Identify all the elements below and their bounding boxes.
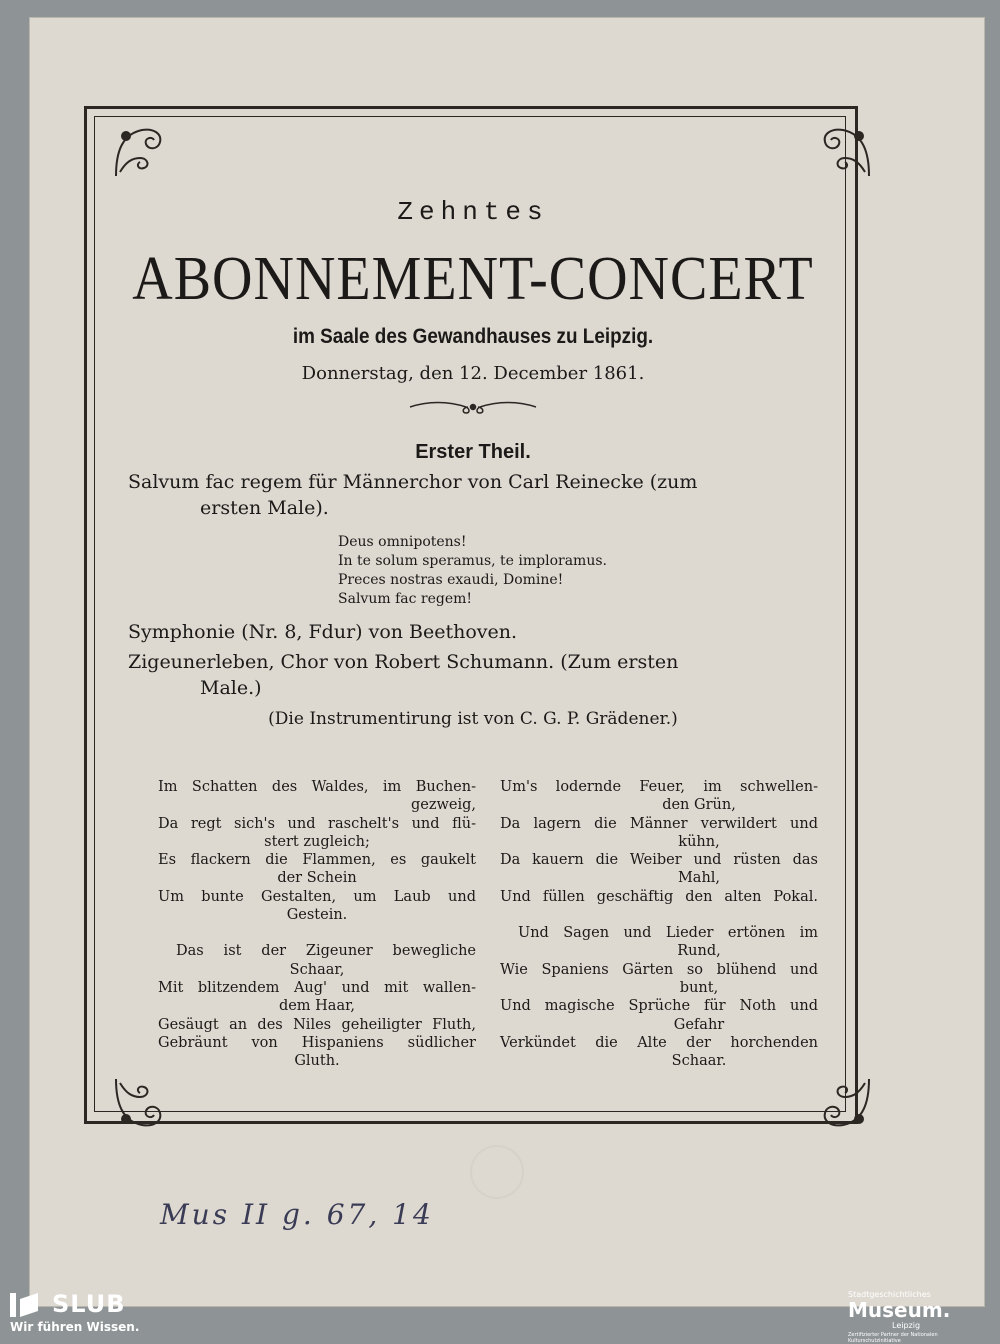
flourish-divider [128, 397, 818, 417]
poem-line: Und magische Sprüche für Noth und [500, 998, 818, 1015]
item-line: Male.) [200, 677, 262, 699]
latin-line: In te solum speramus, te imploramus. [338, 553, 607, 569]
poem-line: Und Sagen und Lieder ertönen im [518, 925, 818, 942]
poem-line: Da regt sich's und raschelt's und flü- [158, 815, 476, 832]
program-content [128, 185, 818, 729]
concert-ordinal: Zehntes [397, 197, 549, 227]
poem-line: Das ist der Zigeuner bewegliche [176, 943, 476, 960]
program-item-reinecke [128, 469, 818, 521]
poem-line: Es flackern die Flammen, es gaukelt [158, 852, 476, 869]
poem-line: Da kauern die Weiber und rüsten das [500, 852, 818, 869]
blind-stamp [470, 1145, 524, 1199]
latin-line: Deus omnipotens! [338, 534, 467, 550]
poem-column-left [158, 778, 476, 1070]
museum-name: Museum. [848, 1298, 951, 1322]
museum-city: Leipzig [892, 1321, 921, 1330]
program-item-schumann [128, 649, 818, 701]
latin-text [338, 533, 818, 609]
corner-ornament-top-right [815, 122, 873, 180]
poem-line: Im Schatten des Waldes, im Buchen- [158, 779, 476, 795]
poem-line: Da lagern die Männer verwildert und [500, 815, 818, 832]
latin-line: Preces nostras exaudi, Domine! [338, 572, 564, 588]
slub-tagline: Wir führen Wissen. [10, 1320, 140, 1334]
part-one-heading: Erster Theil. [415, 441, 531, 463]
poem-line: Mit blitzendem Aug' und mit wallen- [158, 979, 476, 996]
poem-line: Um bunte Gestalten, um Laub und [158, 888, 476, 905]
poem-line-cont: Gluth. [294, 1053, 340, 1070]
poem-zigeunerleben [158, 778, 818, 1070]
item-line: Salvum fac regem für Männerchor von Carl Reinecke (zum [128, 471, 698, 493]
item-line: Symphonie (Nr. 8, Fdur) von Beethoven. [128, 621, 518, 643]
poem-line-cont: Gefahr [673, 1016, 725, 1033]
museum-top-label: Stadtgeschichtliches [848, 1290, 931, 1299]
poem-line-cont: den Grün, [662, 797, 736, 814]
poem-line-cont: bunt, [679, 979, 719, 996]
poem-line-cont: dem Haar, [278, 998, 356, 1015]
museum-certification: Zertifizierter Partner der Nationalen Kulturschutzinitiative [848, 1332, 938, 1344]
stanza-gap [500, 906, 818, 924]
poem-line: Wie Spaniens Gärten so blühend und [500, 961, 818, 978]
poem-line: Gebräunt von Hispaniens südlicher [158, 1034, 476, 1051]
poem-line-cont: Gestein. [286, 907, 348, 924]
corner-ornament-top-left [112, 122, 170, 180]
handwritten-shelfmark: Mus II g. 67, 14 [160, 1198, 434, 1231]
poem-line-cont: gezweig, [410, 797, 476, 814]
poem-column-right [500, 778, 818, 1070]
instrumentation-note: (Die Instrumentirung ist von C. G. P. Grädener.) [268, 709, 678, 729]
museum-logo[interactable] [848, 1290, 988, 1344]
poem-line-cont: Schaar. [671, 1053, 727, 1070]
slub-logo[interactable] [8, 1289, 139, 1334]
latin-line: Salvum fac regem! [338, 591, 473, 607]
slub-brand: SLUB [52, 1290, 126, 1318]
poem-line-cont: Schaar, [289, 961, 345, 978]
corner-ornament-bottom-right [815, 1075, 873, 1133]
poem-line-cont: Mahl, [677, 870, 721, 887]
poem-line: Gesäugt an des Niles geheiligter Fluth, [158, 1016, 476, 1033]
venue-line: im Saale des Gewandhauses zu Leipzig. [292, 325, 654, 348]
item-line: Zigeunerleben, Chor von Robert Schumann. (Zum ersten [128, 651, 679, 673]
poem-line-cont: stert zugleich; [264, 833, 370, 850]
concert-title: ABONNEMENT-CONCERT [132, 244, 814, 314]
item-line: ersten Male). [200, 497, 329, 519]
poem-line-cont: kühn, [678, 833, 720, 850]
poem-line-cont: Rund, [677, 943, 721, 960]
poem-line: Verkündet die Alte der horchenden [500, 1034, 818, 1051]
poem-line-cont: der Schein [277, 870, 357, 887]
concert-date: Donnerstag, den 12. December 1861. [301, 363, 645, 384]
poem-line: Um's lodernde Feuer, im schwellen- [500, 779, 818, 795]
program-item-beethoven [128, 619, 818, 645]
slub-mark-icon [8, 1289, 42, 1319]
poem-line: Und füllen geschäftig den alten Pokal. [500, 888, 818, 905]
corner-ornament-bottom-left [112, 1075, 170, 1133]
stanza-gap [158, 924, 476, 942]
